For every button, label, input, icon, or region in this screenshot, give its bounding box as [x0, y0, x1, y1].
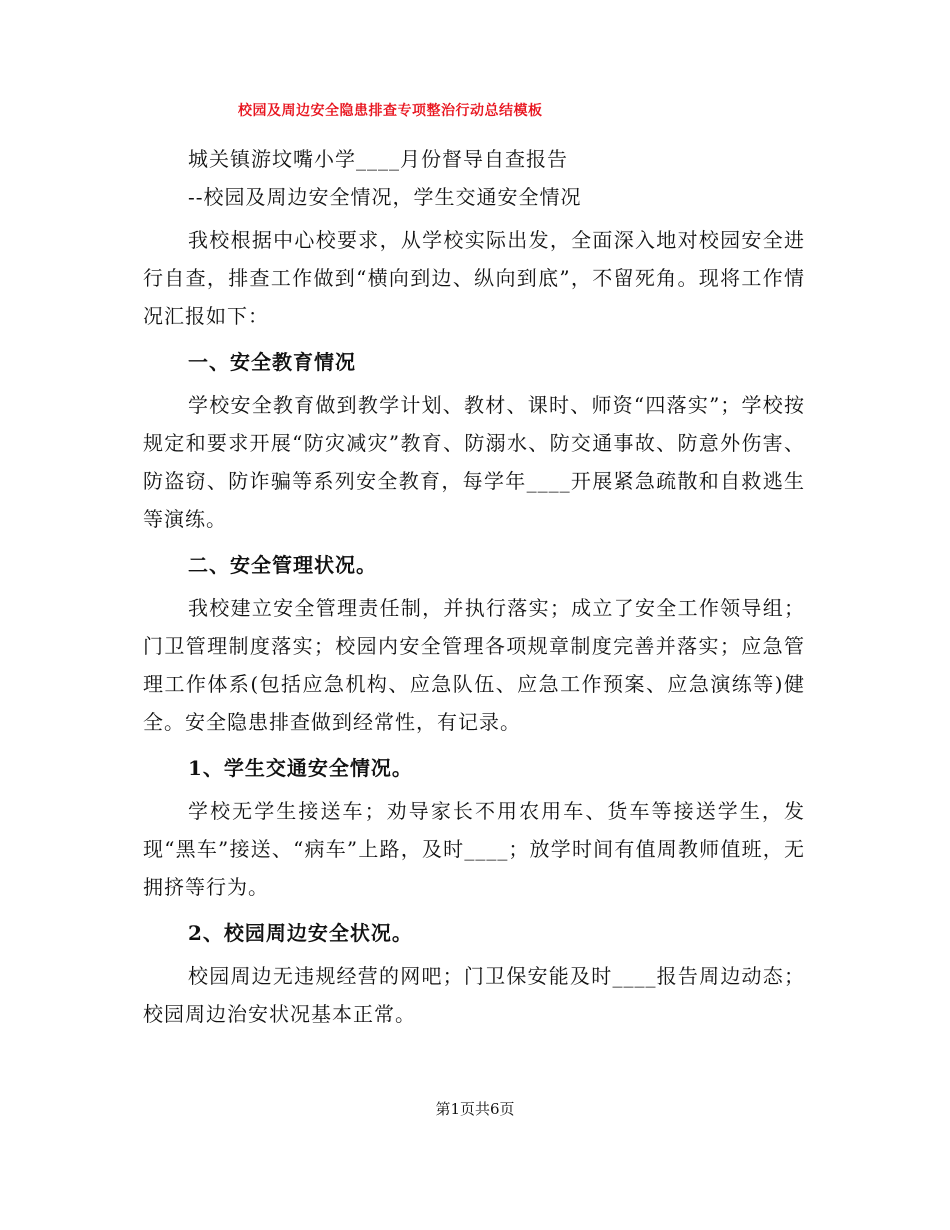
- report-title-line: 城关镇游坟嘴小学____月份督导自查报告: [188, 147, 568, 171]
- document-body: [143, 140, 805, 1040]
- report-subtitle-line: --校园及周边安全情况，学生交通安全情况: [188, 185, 582, 209]
- section1-heading: 一、安全教育情况: [188, 350, 356, 374]
- subsection1-paragraph: 学校无学生接送车；劝导家长不用农用车、货车等接送学生，发现“黑车”接送、“病车”上路，及时____；放学时间有值周教师值班，无拥挤等行为。: [143, 799, 805, 899]
- page-number-footer: 第1页共6页: [435, 1100, 515, 1118]
- subsection2-heading: 2、校园周边安全状况。: [188, 921, 413, 945]
- subsection2-paragraph: 校园周边无违规经营的网吧；门卫保安能及时____报告周边动态；校园周边治安状况基本正常。: [143, 964, 805, 1026]
- intro-paragraph: 我校根据中心校要求，从学校实际出发，全面深入地对校园安全进行自查，排查工作做到“横向到边、纵向到底”，不留死角。现将工作情况汇报如下：: [143, 228, 805, 328]
- section1-paragraph: 学校安全教育做到教学计划、教材、课时、师资“四落实”；学校按规定和要求开展“防灾减灾”教育、防溺水、防交通事故、防意外伤害、防盗窃、防诈骗等系列安全教育，每学年____开展紧急疏散和自救逃生等演练。: [143, 393, 805, 531]
- section2-heading: 二、安全管理状况。: [188, 553, 377, 577]
- subsection1-heading: 1、学生交通安全情况。: [188, 756, 413, 780]
- document-title: 校园及周边安全隐患排查专项整治行动总结模板: [238, 103, 543, 119]
- section2-paragraph: 我校建立安全管理责任制，并执行落实；成立了安全工作领导组；门卫管理制度落实；校园内安全管理各项规章制度完善并落实；应急管理工作体系(包括应急机构、应急队伍、应急工作预案、应急演练等)健全。安全隐患排查做到经常性，有记录。: [143, 596, 805, 734]
